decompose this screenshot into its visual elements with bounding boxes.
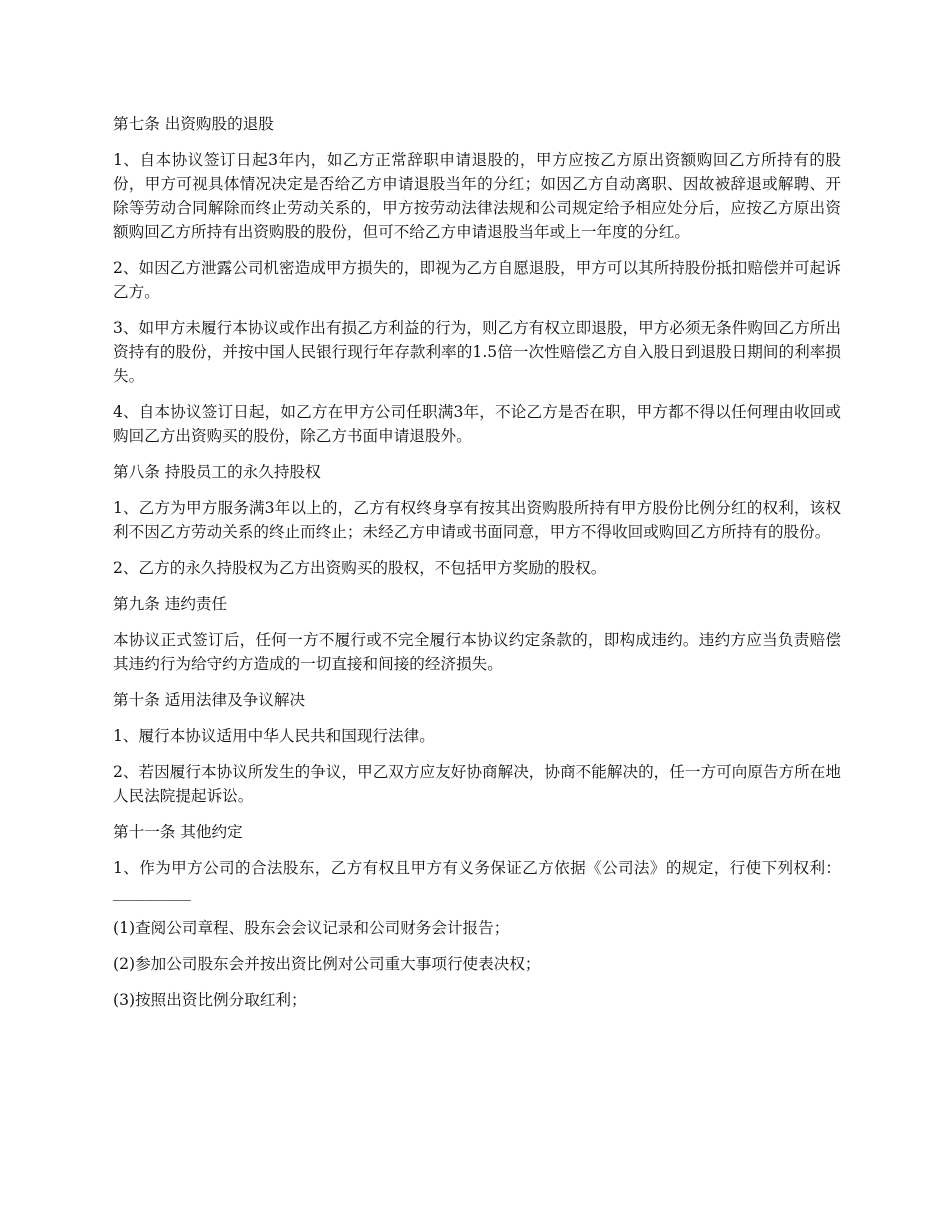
paragraph: 2、如因乙方泄露公司机密造成甲方损失的，即视为乙方自愿退股，甲方可以其所持股份抵扣赔偿并可起诉乙方。: [113, 259, 841, 301]
paragraph: 1、作为甲方公司的合法股东，乙方有权且甲方有义务保证乙方依据《公司法》的规定，行使下列权利：__________: [113, 859, 841, 901]
section-heading-article-11: 第十一条 其他约定: [113, 823, 243, 841]
paragraph: 1、乙方为甲方服务满3年以上的，乙方有权终身享有按其出资购股所持有甲方股份比例分红的权利，该权利不因乙方劳动关系的终止而终止；未经乙方申请或书面同意，甲方不得收回或购回乙方所持有的股份。: [113, 499, 841, 541]
paragraph: 1、自本协议签订日起3年内，如乙方正常辞职申请退股的，甲方应按乙方原出资额购回乙方所持有的股份，甲方可视具体情况决定是否给乙方申请退股当年的分红；如因乙方自动离职、因故被辞退或解聘、开除等劳动合同解除而终止劳动关系的，甲方按劳动法律法规和公司规定给予相应处分后，应按乙方原出资额购回乙方所持有出资购股的股份，但可不给乙方申请退股当年或上一年度的分红。: [113, 151, 841, 241]
section-heading-article-7: 第七条 出资购股的退股: [113, 115, 274, 133]
section-heading-article-9: 第九条 违约责任: [113, 595, 228, 613]
paragraph: 3、如甲方未履行本协议或作出有损乙方利益的行为，则乙方有权立即退股，甲方必须无条件购回乙方所出资持有的股份，并按中国人民银行现行年存款利率的1.5倍一次性赔偿乙方自入股日到退股日期间的利率损失。: [113, 319, 841, 385]
list-item: (1)查阅公司章程、股东会会议记录和公司财务会计报告；: [113, 919, 510, 937]
list-item: (3)按照出资比例分取红利；: [113, 991, 307, 1009]
list-item: (2)参加公司股东会并按出资比例对公司重大事项行使表决权；: [113, 955, 541, 973]
paragraph: 本协议正式签订后，任何一方不履行或不完全履行本协议约定条款的，即构成违约。违约方应当负责赔偿其违约行为给守约方造成的一切直接和间接的经济损失。: [113, 631, 841, 673]
document-page: [113, 112, 841, 1024]
paragraph: 2、若因履行本协议所发生的争议，甲乙双方应友好协商解决，协商不能解决的，任一方可向原告方所在地人民法院提起诉讼。: [113, 763, 841, 805]
paragraph: 1、履行本协议适用中华人民共和国现行法律。: [113, 727, 435, 745]
section-heading-article-8: 第八条 持股员工的永久持股权: [113, 463, 321, 481]
paragraph: 4、自本协议签订日起，如乙方在甲方公司任职满3年，不论乙方是否在职，甲方都不得以任何理由收回或购回乙方出资购买的股份，除乙方书面申请退股外。: [113, 403, 841, 445]
section-heading-article-10: 第十条 适用法律及争议解决: [113, 691, 306, 709]
paragraph: 2、乙方的永久持股权为乙方出资购买的股权，不包括甲方奖励的股权。: [113, 559, 607, 577]
